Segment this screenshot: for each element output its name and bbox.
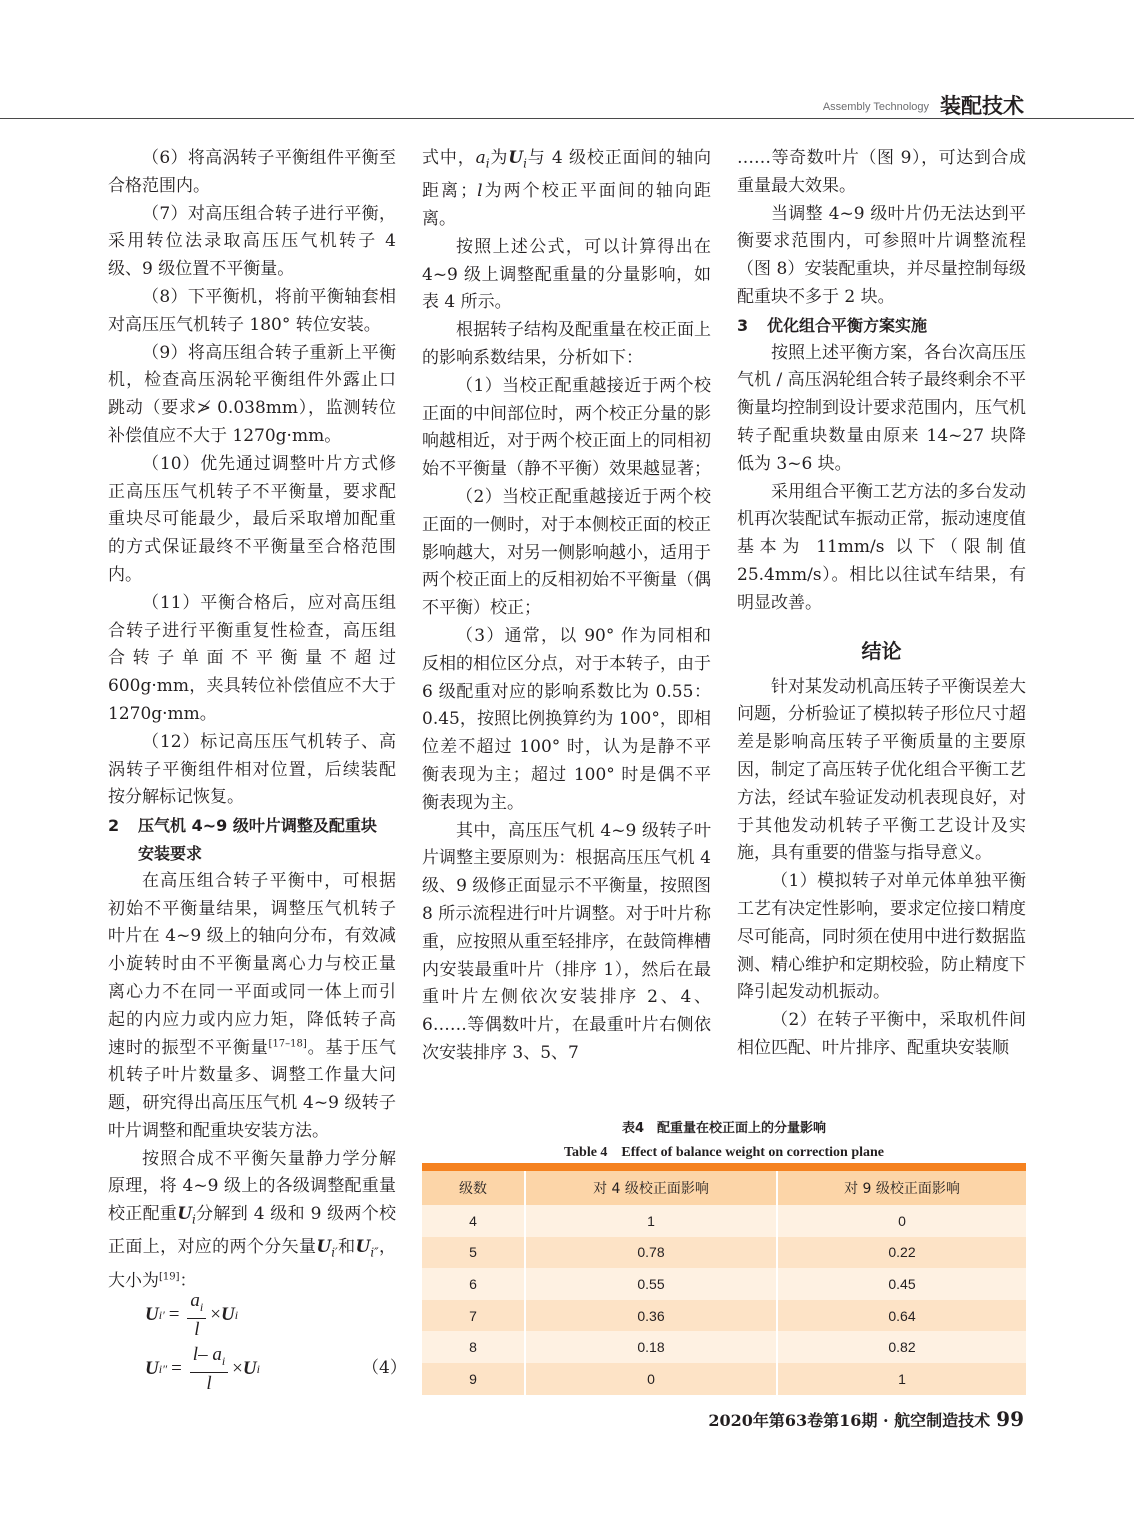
paragraph: （2）当校正配重越接近于两个校正面的一侧时，对于本侧校正面的校正影响越大，对另一侧影响越小，适用于两个校正面上的反相初始不平衡量（偶不平衡）校正；	[422, 486, 711, 619]
math-times: ×	[210, 1304, 221, 1326]
math-prime: ′	[162, 1307, 165, 1322]
balance-weight-table	[422, 1163, 1026, 1395]
paragraph: 针对某发动机高压转子平衡误差大问题，分析验证了模拟转子形位尺寸超差是影响高压转子平衡质量的主要原因，制定了高压转子优化组合平衡工艺方法，经试车验证发动机表现良好，对于其他发动机转子平衡工艺设计及实施，具有重要的借鉴与指导意义。	[737, 676, 1026, 864]
paragraph: （6）将高涡转子平衡组件平衡至合格范围内。	[108, 148, 396, 196]
text-column-2	[422, 145, 711, 1068]
math-symbol: U	[145, 1358, 159, 1380]
table-cell: 1	[777, 1363, 1026, 1395]
citation: [17–18]	[268, 1037, 307, 1049]
table-cell: 0.64	[777, 1300, 1026, 1332]
paragraph: 当调整 4~9 级叶片仍无法达到平衡要求范围内，可参照叶片调整流程（图 8）安装配重块，并尽量控制每级配重块不多于 2 块。	[737, 203, 1026, 307]
section-heading-2	[108, 812, 396, 868]
paragraph: （8）下平衡机，将前平衡轴套相对高压压气机转子 180° 转位安装。	[108, 286, 396, 335]
section-title-cont: 安装要求	[138, 843, 203, 863]
math-subscript: i	[221, 1353, 226, 1368]
page-number: 99	[996, 1407, 1024, 1431]
table-cell: 0.36	[525, 1300, 777, 1332]
math-prime: ″	[162, 1361, 168, 1376]
paragraph: 按照上述公式，可以计算得出在 4~9 级上调整配重量的分量影响，如表 4 所示。	[422, 236, 711, 313]
paragraph-text: 和	[337, 1237, 356, 1258]
paragraph: ……等奇数叶片（图 9），可达到合成重量最大效果。	[737, 148, 1026, 196]
paragraph-text: 式中，	[422, 148, 476, 168]
paragraph: （3）通常，以 90° 作为同相和反相的相位区分点，对于本转子，由于 6 级配重对应的影响系数比为 0.55：0.45，按照比例换算约为 100°，即相位差不超过 100° 时，认为是静不平衡表现为主；超过 100° 时是偶不平衡表现为主。	[422, 625, 711, 813]
table-caption-cn: 表4 配重量在校正面上的分量影响	[621, 1121, 827, 1136]
math-symbol: U	[177, 1204, 193, 1225]
table-caption-en: Table 4 Effect of balance weight on correction plane	[563, 1145, 885, 1160]
table-top-bar-cell	[422, 1163, 1026, 1171]
paragraph: 根据转子结构及配重量在校正面上的影响系数结果，分析如下：	[422, 320, 711, 368]
table-top-bar	[422, 1163, 1026, 1171]
paragraph: （2）在转子平衡中，采取机件间相位匹配、叶片排序、配重块安装顺	[737, 1010, 1026, 1058]
math-subscript: i	[158, 1307, 163, 1322]
paragraph-text: 分解到 4 级和 9 级两个校正面上，对应的两个分矢量	[108, 1204, 397, 1258]
journal-issue: 2020年第63卷第16期 · 航空制造技术	[708, 1411, 991, 1430]
paragraph: （9）将高压组合转子重新上平衡机，检查高压涡轮平衡组件外露止口跳动（要求≯ 0.038mm），监测转位补偿值应不大于 1270g·mm。	[108, 342, 396, 446]
text-column-3	[737, 145, 1026, 1063]
table-row	[422, 1363, 1026, 1395]
fraction	[190, 1344, 228, 1395]
table-cell: 0.78	[525, 1237, 777, 1269]
table-row	[422, 1300, 1026, 1332]
table-cell: 0.18	[525, 1331, 777, 1363]
math-subscript: i	[370, 1245, 375, 1260]
equation-number: （4）	[362, 1358, 407, 1378]
section-title: 优化组合平衡方案实施	[767, 315, 928, 335]
running-header-cn: 装配技术	[940, 94, 1024, 118]
running-header-en: Assembly Technology	[822, 101, 929, 113]
paragraph-text: 为两个校正平面间的轴向距离。	[422, 181, 712, 229]
table-cell: 0	[777, 1205, 1026, 1237]
table-row	[422, 1331, 1026, 1363]
table-cell: 6	[422, 1268, 525, 1300]
paragraph: （1）模拟转子对单元体单独平衡工艺有决定性影响，要求定位接口精度尽可能高，同时须在使用中进行数据监测、精心维护和定期校验，防止精度下降引起发动机振动。	[737, 871, 1026, 1003]
math-subscript: i	[331, 1245, 336, 1260]
paragraph: （11）平衡合格后，应对高压组合转子进行平衡重复性检查，高压组合转子单面不平衡量不超过 600g·mm，夹具转位补偿值应不大于 1270g·mm。	[108, 592, 396, 724]
table-cell: 4	[422, 1205, 525, 1237]
formula-line-1	[145, 1290, 238, 1341]
math-symbol: a	[190, 1290, 200, 1311]
math-symbol: U	[316, 1237, 332, 1258]
math-subscript: i	[256, 1361, 260, 1376]
paragraph: 采用组合平衡工艺方法的多台发动机再次装配试车振动正常，振动速度值基本为 11mm/s 以下（限制值 25.4mm/s）。相比以往试车结果，有明显改善。	[737, 481, 1026, 613]
paragraph	[108, 1146, 396, 1296]
paragraph: 按照上述平衡方案，各台次高压压气机 / 高压涡轮组合转子最终剩余不平衡量均控制到设计要求范围内，压气机转子配重块数量由原来 14~27 块降低为 3~6 块。	[737, 342, 1026, 474]
table-row	[422, 1205, 1026, 1237]
table-cell: 8	[422, 1331, 525, 1363]
conclusion-heading: 结论	[861, 638, 902, 663]
paragraph: 其中，高压压气机 4~9 级转子叶片调整主要原则为：根据高压压气机 4 级、9 级修正面显示不平衡量，按照图 8 所示流程进行叶片调整。对于叶片称重，应按照从重至轻排序，在鼓筒榫槽内安装最重叶片（排序 1），然后在最重叶片左侧依次安装排序 2、4、6……等偶数叶片，在最重叶片右侧依次安装排序 3、5、7	[422, 820, 711, 1063]
paragraph: （12）标记高压压气机转子、高涡转子平衡组件相对位置，后续装配按分解标记恢复。	[108, 731, 396, 808]
table-row	[422, 1237, 1026, 1269]
math-subscript: i	[485, 156, 490, 171]
math-subscript: i	[523, 156, 527, 171]
formula-line-2	[145, 1344, 260, 1395]
table-header-row	[422, 1171, 1026, 1205]
paragraph-text: ，大小为	[108, 1237, 397, 1291]
table-cell: 7	[422, 1300, 525, 1332]
section-heading-3	[737, 312, 1026, 340]
paragraph-text: 与 4 级校正面间的轴向距离；	[422, 148, 712, 202]
table-header: 级数	[422, 1171, 525, 1205]
math-subscript: i	[199, 1299, 204, 1314]
math-symbol: l	[477, 181, 483, 202]
math-prime: ′	[335, 1245, 338, 1260]
fraction-numerator	[190, 1344, 228, 1373]
math-subscript: i	[158, 1361, 163, 1376]
table-cell: 9	[422, 1363, 525, 1395]
section-number: 2	[108, 816, 120, 836]
section-number: 3	[737, 315, 749, 335]
paragraph-text: 为	[489, 148, 509, 168]
page-footer	[708, 1407, 1024, 1431]
math-symbol: U	[355, 1237, 371, 1258]
math-equals: =	[171, 1358, 182, 1380]
paragraph	[422, 145, 711, 234]
math-symbol: U	[508, 148, 524, 168]
fraction-denominator: l	[206, 1372, 212, 1394]
paragraph: （7）对高压组合转子进行平衡，采用转位法录取高压压气机转子 4 级、9 级位置不平衡量。	[108, 203, 396, 280]
table-header: 对 9 级校正面影响	[777, 1171, 1026, 1205]
fraction	[187, 1290, 206, 1341]
table-row	[422, 1268, 1026, 1300]
paragraph-text: 在高压组合转子平衡中，可根据初始不平衡量结果，调整压气机转子叶片在 4~9 级上的轴向分布，有效减小旋转时由不平衡量离心力与校正量离心力不在同一平面或同一体上而引起的内应力或内应力矩，降低转子高速时的振型不平衡量	[108, 870, 396, 1058]
table-header: 对 4 级校正面影响	[525, 1171, 777, 1205]
table-cell: 1	[525, 1205, 777, 1237]
text-column-1	[108, 145, 396, 1295]
citation: [19]	[159, 1271, 180, 1282]
math-symbol: a	[475, 148, 486, 168]
math-symbol: U	[145, 1304, 159, 1326]
paragraph: （1）当校正配重越接近于两个校正面的中间部位时，两个校正分量的影响越相近，对于两个校正面上的同相初始不平衡量（静不平衡）效果越显著；	[422, 375, 711, 480]
paragraph-text: ：	[179, 1270, 197, 1291]
table-cell: 5	[422, 1237, 525, 1269]
table-cell: 0.22	[777, 1237, 1026, 1269]
fraction-numerator	[187, 1290, 206, 1319]
math-symbol: U	[242, 1358, 257, 1380]
math-equals: =	[168, 1304, 180, 1326]
math-times: ×	[232, 1358, 243, 1380]
section-title: 压气机 4~9 级叶片调整及配重块	[138, 816, 377, 836]
math-symbol: U	[220, 1304, 235, 1326]
paragraph-text: 按照合成不平衡矢量静力学分解原理，将 4~9 级上的各级调整配重量校正配重	[108, 1148, 396, 1225]
table-cell: 0.55	[525, 1268, 777, 1300]
table-cell: 0.45	[777, 1268, 1026, 1300]
math-subscript: i	[234, 1307, 239, 1322]
table-cell: 0	[525, 1363, 777, 1395]
math-subscript: i	[192, 1212, 196, 1227]
paragraph-text: 。基于压气机转子叶片数量多、调整工作量大问题，研究得出高压压气机 4~9 级转子叶片调整和配重块安装方法。	[108, 1037, 397, 1141]
header-rule	[0, 118, 1134, 119]
math-expression: l– a	[192, 1344, 222, 1365]
paragraph	[108, 868, 396, 1146]
table-cell: 0.82	[777, 1331, 1026, 1363]
paragraph: （10）优先通过调整叶片方式修正高压压气机转子不平衡量，要求配重块尽可能最少，最后采取增加配重的方式保证最终不平衡量至合格范围内。	[108, 453, 396, 585]
math-prime: ″	[374, 1245, 379, 1260]
fraction-denominator: l	[194, 1318, 200, 1340]
